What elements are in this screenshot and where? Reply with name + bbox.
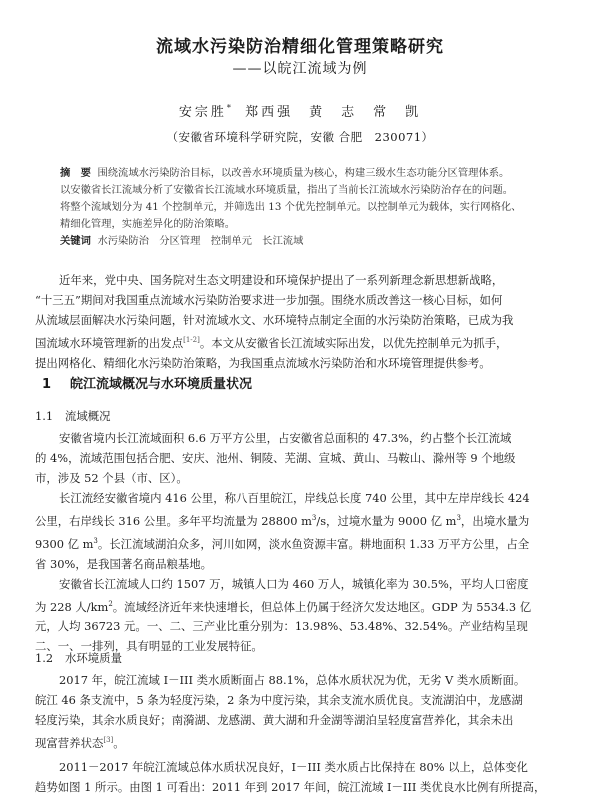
paper-subtitle: ——以皖江流域为例 — [232, 61, 368, 77]
abstract-block — [60, 165, 550, 250]
paper-title: 流域水污染防治精细化管理策略研究 — [156, 37, 444, 57]
section-1-1-body: 安徽省境内长江流域面积 6.6 万平方公里，占安徽省总面积的 47.3%，约占整个长江流域 的 4%，流域范围包括合肥、安庆、池州、铜陵、芜湖、宣城、黄山、马鞍山、滁州等 9 个地级 市，涉及 52 个县（市、区）。 长江流经安徽省境内 416 公里，称八百里皖江，岸线总长度 740 公里，其中左岸岸线长 424 公里，右岸线长 316 公里。多年平均流量为 28800 $m^3/s$，过境水量为 9000 亿 $m^3$，出境水量为 9300 亿 $m^3$。长江流域湖泊众多，河川如网，淡水鱼资源丰富。耕地面积 1.33 万平方公里，占全 省 30%，是我国著名商品粮基地。 安徽省长江流域人口约 1507 万，城镇人口为 460 万人，城镇化率为 30.5%，平均人口密度 为 228 人$/km^2$。流域经济近年来快速增长，但总体上仍属于经济欠发达地区。GDP 为 5534.3 亿 元，人均 36723 元。一、二、三产业比重分别为：13.98%、53.48%、32.54%。产业结构呈现 二、一、一排列，具有明显的工业发展特征。 — [35, 431, 532, 654]
abstract-label: 摘 要 — [60, 167, 91, 179]
affiliation: （安徽省环境科学研究院，安徽 合肥 230071） — [166, 130, 434, 144]
keywords-line — [60, 233, 550, 250]
abstract-line: 摘 要 围绕流域水污染防治目标，以改善水环境质量为核心，构建三级水生态功能分区管理体系。 — [60, 167, 510, 179]
abstract-line: 精细化管理，实施差异化的防治策略。 — [60, 218, 236, 230]
section-1-2-body: 2017 年，皖江流域 I－III 类水质断面占 88.1%，总体水质状况为优，无劣 V 类水质断面。 皖江 46 条支流中，5 条为轻度污染，2 条为中度污染，其余支流水质优良。支流湖泊中，龙感湖 轻度污染，其余水质良好；南漪湖、龙感湖、黄大湖和升金湖等湖泊呈轻度富营养化，其余未出 现富营养状态[3]。 2011－2017 年皖江流域总体水质状况良好，I－III 类水质占比保持在 80% 以上，总体变化 趋势如图 1 所示。由图 1 可看出：2011 年到 2017 年间，皖江流域 I－III 类优良水比例有所提高， — [35, 673, 546, 794]
keywords-label: 关键词 — [60, 235, 91, 247]
intro-paragraph: 近年来，党中央、国务院对生态文明建设和环境保护提出了一系列新理念新思想新战略， “十三五”期间对我国重点流域水污染防治要求进一步加强。围绕水质改善这一核心目标，如何 从流域层面解决水污染问题，针对流域水文、水环境特点制定全面的水污染防治策略，已成为我 国流域水环境管理新的出发点[1-2]。本文从安徽省长江流域实际出发，以优先控制单元为抓手， 提出网格化、精细化水污染防治策略，为我国重点流域水污染防治和水环境管理提供参考。 — [35, 273, 514, 370]
abstract-line: 将整个流域划分为 41 个控制单元，并筛选出 13 个优先控制单元。以控制单元为载体，实行网格化、 — [60, 201, 522, 213]
co-authors: 郑西强 黄 志 常 凯 — [245, 105, 422, 120]
corresponding-mark: * — [226, 103, 231, 113]
section-heading-1-2: 1.2 水环境质量 — [35, 651, 122, 665]
section-heading-1-1: 1.1 流域概况 — [35, 409, 111, 423]
section-heading-1: 1 皖江流域概况与水环境质量状况 — [42, 377, 253, 392]
author-line — [0, 101, 600, 120]
citation[interactable]: [1-2] — [183, 336, 200, 344]
abstract-line: 以安徽省长江流域分析了安徽省长江流域水环境质量，指出了当前长江流域水污染防治存在的问题。 — [60, 184, 514, 196]
keywords: 水污染防治 分区管理 控制单元 长江流域 — [97, 235, 304, 247]
citation[interactable]: [3] — [103, 736, 114, 744]
first-author: 安宗胜 — [178, 105, 227, 120]
